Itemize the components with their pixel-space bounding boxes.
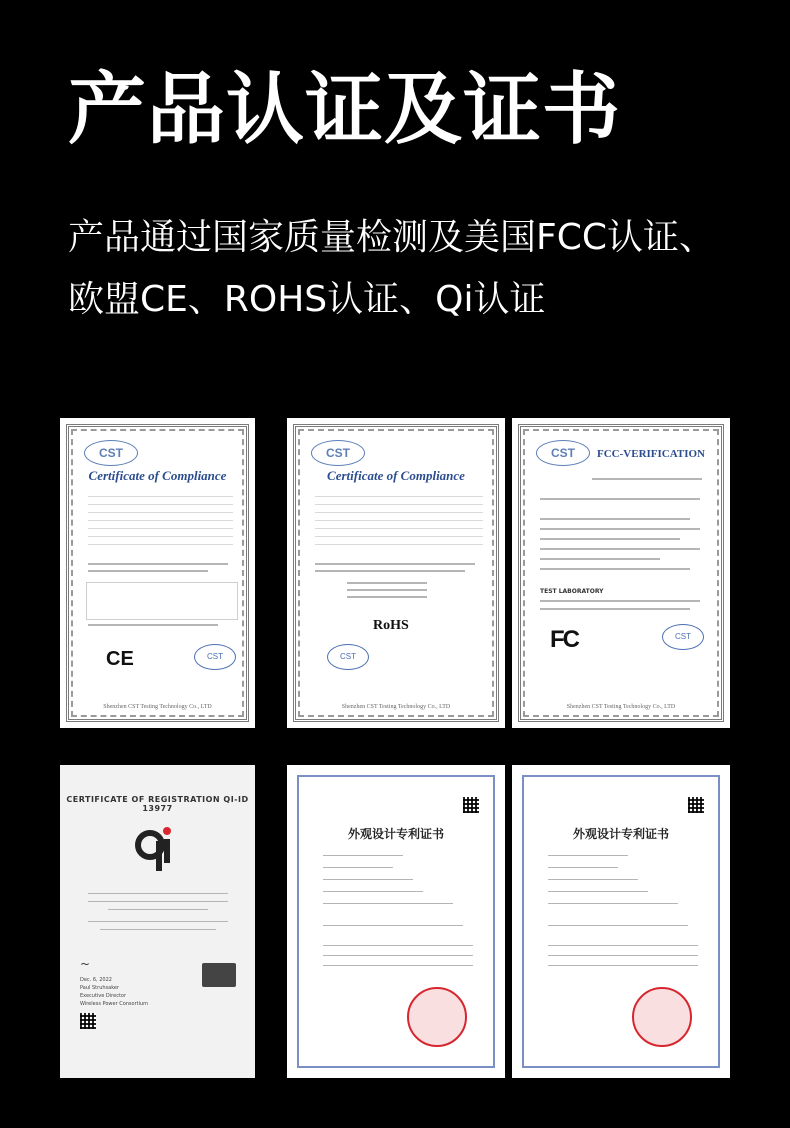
field-row: [315, 506, 483, 513]
patent-certificate-2: [512, 765, 730, 1078]
ce-mark: CE: [106, 648, 134, 670]
official-seal: [632, 987, 692, 1047]
text-line: [548, 879, 638, 880]
qi-logo-icon: [134, 823, 174, 877]
qr-code-icon: [80, 1013, 96, 1029]
text-line: [540, 600, 700, 602]
text-line: [540, 498, 700, 500]
field-row: [88, 530, 233, 537]
qr-code-icon: [688, 797, 704, 813]
cst-logo: CST: [536, 440, 590, 466]
text-line: [88, 901, 228, 902]
certificate-border: [518, 424, 724, 722]
text-line: [323, 879, 413, 880]
signature: ~: [80, 957, 91, 971]
text-line: [540, 558, 660, 560]
field-row: [88, 490, 233, 497]
text-line: [88, 570, 208, 572]
text-line: [548, 891, 648, 892]
text-line: [100, 929, 216, 930]
section-heading: TEST LABORATORY: [540, 588, 604, 595]
rohs-certificate: [287, 418, 505, 728]
cst-stamp: CST: [194, 644, 236, 670]
field-row: [315, 514, 483, 521]
field-row: [88, 506, 233, 513]
text-line: [323, 955, 473, 956]
text-line: [88, 893, 228, 894]
text-line: [108, 909, 208, 910]
signer-org: Wireless Power Consortium: [80, 1001, 149, 1007]
text-line: [88, 921, 228, 922]
text-line: [323, 855, 403, 856]
signer-date: Dec. 6, 2022: [80, 977, 112, 983]
official-seal: [407, 987, 467, 1047]
text-line: [323, 903, 453, 904]
certificate-footer: Shenzhen CST Testing Technology Co., LTD: [103, 704, 212, 710]
text-line: [347, 596, 427, 598]
field-row: [88, 538, 233, 545]
page-title: 产品认证及证书: [68, 65, 622, 155]
standards-table: [86, 582, 238, 620]
qi-certificate: [60, 765, 255, 1078]
text-line: [548, 965, 698, 966]
text-line: [540, 568, 690, 570]
text-line: [540, 548, 700, 550]
certificate-title: Certificate of Compliance: [327, 468, 465, 483]
field-row: [315, 498, 483, 505]
text-line: [315, 563, 475, 565]
ce-certificate: [60, 418, 255, 728]
text-line: [592, 478, 702, 480]
rohs-mark: RoHS: [373, 618, 409, 633]
text-line: [548, 855, 628, 856]
field-row: [88, 514, 233, 521]
text-line: [323, 965, 473, 966]
text-line: [323, 945, 473, 946]
text-line: [323, 925, 463, 926]
hologram: [202, 963, 236, 987]
subtitle-line-2: 欧盟CE、ROHS认证、Qi认证: [68, 279, 546, 320]
field-row: [315, 522, 483, 529]
fcc-mark: FC: [550, 626, 578, 653]
text-line: [315, 570, 465, 572]
text-line: [323, 891, 423, 892]
text-line: [88, 624, 218, 626]
fcc-certificate: [512, 418, 730, 728]
text-line: [548, 955, 698, 956]
patent-title: 外观设计专利证书: [572, 827, 669, 841]
cst-stamp: CST: [662, 624, 704, 650]
field-row: [315, 490, 483, 497]
text-line: [323, 867, 393, 868]
text-line: [347, 582, 427, 584]
text-line: [548, 945, 698, 946]
text-line: [548, 867, 618, 868]
text-line: [548, 925, 688, 926]
field-row: [88, 498, 233, 505]
subtitle-line-1: 产品通过国家质量检测及美国FCC认证、: [68, 217, 715, 258]
certificate-title: Certificate of Compliance: [88, 468, 227, 483]
qi-header: CERTIFICATE OF REGISTRATION QI-ID 13977: [66, 795, 249, 813]
text-line: [540, 608, 690, 610]
cst-logo: CST: [84, 440, 138, 466]
field-row: [315, 538, 483, 545]
text-line: [540, 538, 680, 540]
signer-title: Executive Director: [80, 993, 127, 999]
cst-stamp: CST: [327, 644, 369, 670]
text-line: [347, 589, 427, 591]
text-line: [540, 518, 690, 520]
certificate-footer: Shenzhen CST Testing Technology Co., LTD: [566, 704, 676, 710]
certificate-footer: Shenzhen CST Testing Technology Co., LTD: [341, 704, 451, 710]
field-row: [315, 530, 483, 537]
qr-code-icon: [463, 797, 479, 813]
text-line: [548, 903, 678, 904]
text-line: [540, 528, 700, 530]
certificate-title: FCC-VERIFICATION: [597, 448, 705, 460]
patent-title: 外观设计专利证书: [347, 827, 444, 841]
text-line: [88, 563, 228, 565]
field-row: [88, 522, 233, 529]
signer-name: Paul Struhsaker: [80, 985, 120, 991]
patent-certificate-1: [287, 765, 505, 1078]
cst-logo: CST: [311, 440, 365, 466]
